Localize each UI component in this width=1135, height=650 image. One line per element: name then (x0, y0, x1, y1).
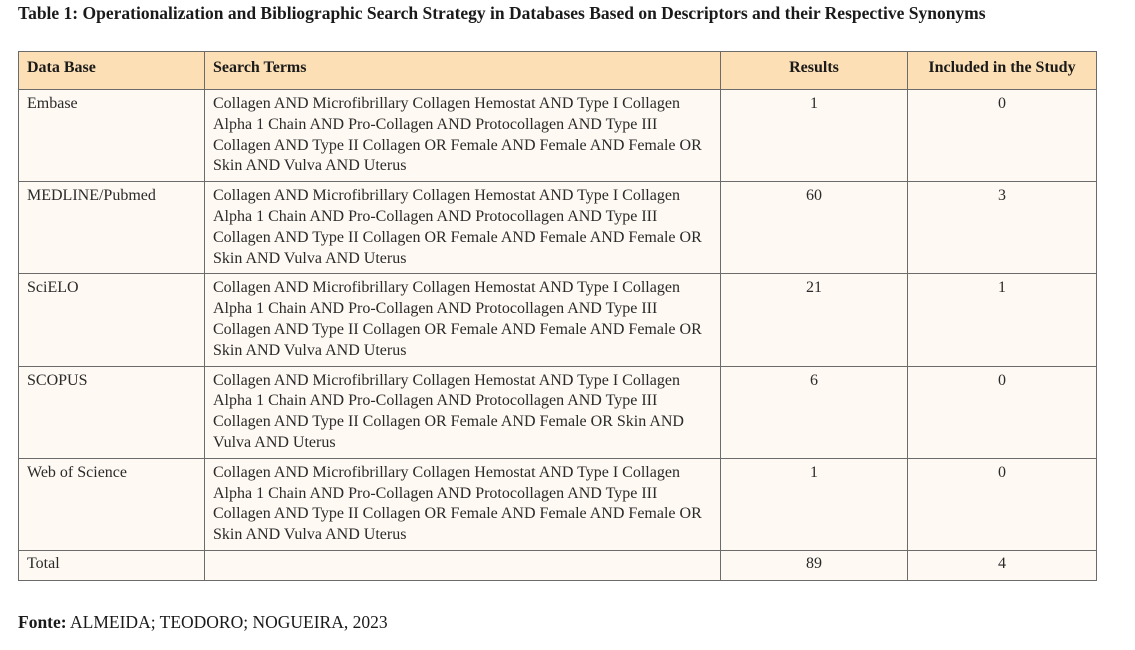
table-header-row (19, 52, 1097, 90)
header-search-terms: Search Terms (205, 52, 721, 90)
source-citation (18, 612, 388, 632)
cell-search-terms: Collagen AND Microfibrillary Collagen Hemostat AND Type I Collagen Alpha 1 Chain AND Pro-Collagen AND Protocollagen AND Type III Collagen AND Type II Collagen OR Female AND Female OR Skin AND Vulva AND Uterus (205, 366, 721, 458)
cell-results: 6 (721, 366, 908, 458)
cell-included: 3 (908, 182, 1097, 274)
cell-total-results: 89 (721, 550, 908, 580)
cell-total-included: 4 (908, 550, 1097, 580)
table-row (19, 182, 1097, 274)
cell-database: SciELO (19, 274, 205, 366)
cell-database: Embase (19, 90, 205, 182)
cell-results: 1 (721, 90, 908, 182)
cell-database: MEDLINE/Pubmed (19, 182, 205, 274)
cell-results: 21 (721, 274, 908, 366)
source-label: Fonte: (18, 612, 67, 632)
cell-search-terms: Collagen AND Microfibrillary Collagen Hemostat AND Type I Collagen Alpha 1 Chain AND Pro-Collagen AND Protocollagen AND Type III Collagen AND Type II Collagen OR Female AND Female AND Female OR Skin AND Vulva AND Uterus (205, 458, 721, 550)
header-database: Data Base (19, 52, 205, 90)
cell-database: SCOPUS (19, 366, 205, 458)
cell-total-search-terms (205, 550, 721, 580)
cell-search-terms: Collagen AND Microfibrillary Collagen Hemostat AND Type I Collagen Alpha 1 Chain AND Pro-Collagen AND Protocollagen AND Type III Collagen AND Type II Collagen OR Female AND Female AND Female OR Skin AND Vulva AND Uterus (205, 182, 721, 274)
header-included: Included in the Study (908, 52, 1097, 90)
cell-search-terms: Collagen AND Microfibrillary Collagen Hemostat AND Type I Collagen Alpha 1 Chain AND Pro-Collagen AND Protocollagen AND Type III Collagen AND Type II Collagen OR Female AND Female AND Female OR Skin AND Vulva AND Uterus (205, 90, 721, 182)
table-total-row (19, 550, 1097, 580)
table-row (19, 366, 1097, 458)
cell-results: 60 (721, 182, 908, 274)
table-row (19, 274, 1097, 366)
search-strategy-table (18, 51, 1097, 581)
table-caption: Table 1: Operationalization and Bibliographic Search Strategy in Databases Based on Descriptors and their Respective Synonyms (18, 3, 986, 23)
cell-total-label: Total (19, 550, 205, 580)
cell-included: 1 (908, 274, 1097, 366)
cell-database: Web of Science (19, 458, 205, 550)
cell-results: 1 (721, 458, 908, 550)
table-row (19, 90, 1097, 182)
cell-included: 0 (908, 366, 1097, 458)
cell-included: 0 (908, 90, 1097, 182)
table-row (19, 458, 1097, 550)
source-text: ALMEIDA; TEODORO; NOGUEIRA, 2023 (70, 612, 388, 632)
cell-search-terms: Collagen AND Microfibrillary Collagen Hemostat AND Type I Collagen Alpha 1 Chain AND Pro-Collagen AND Protocollagen AND Type III Collagen AND Type II Collagen OR Female AND Female AND Female OR Skin AND Vulva AND Uterus (205, 274, 721, 366)
header-results: Results (721, 52, 908, 90)
cell-included: 0 (908, 458, 1097, 550)
